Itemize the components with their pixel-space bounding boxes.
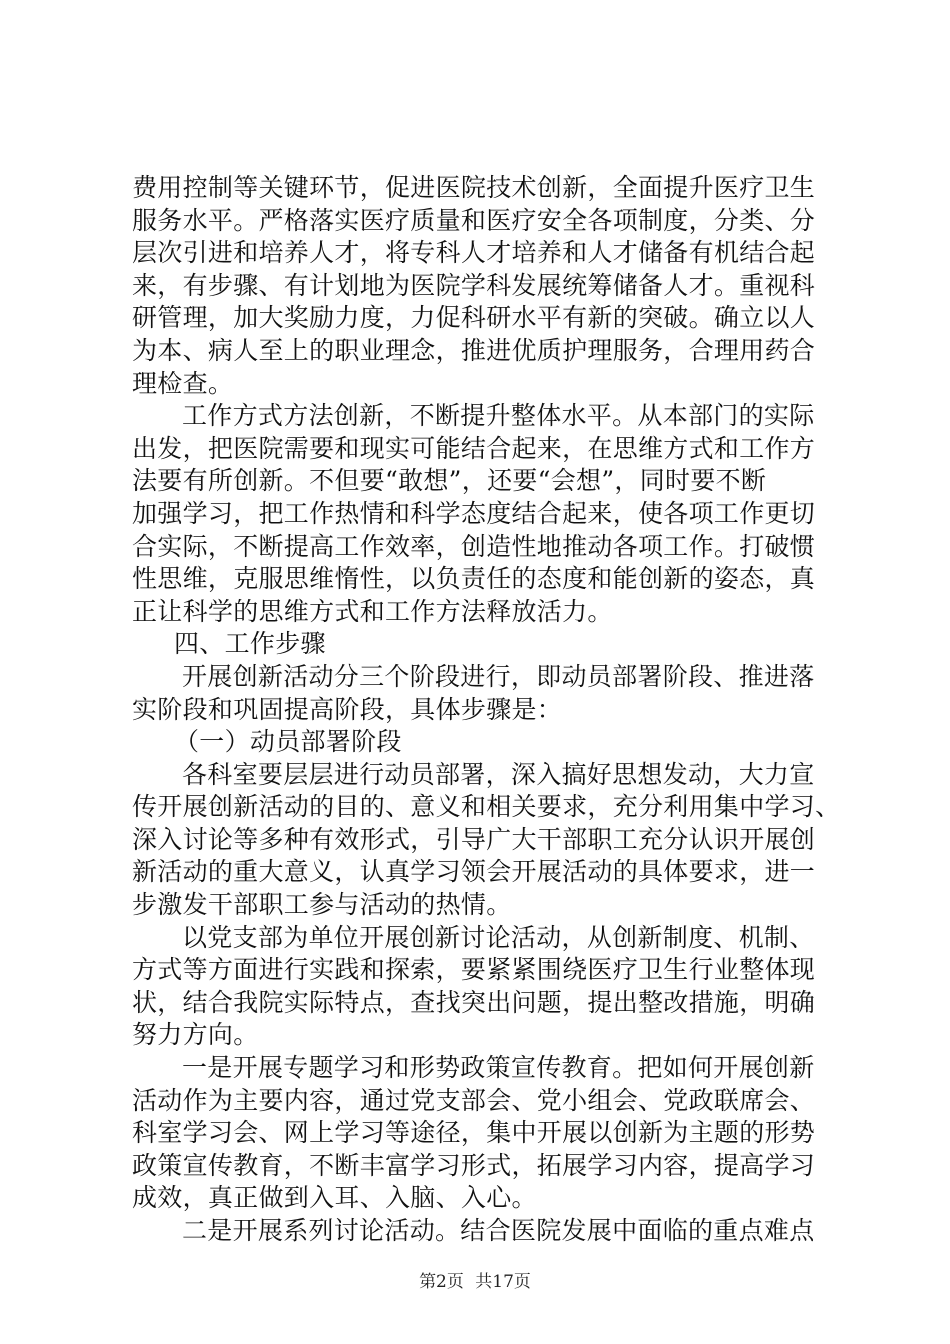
text-line: 层次引进和培养人才，将专科人才培养和人才储备有机结合起 — [132, 238, 816, 268]
text-line: 理检查。 — [132, 368, 234, 398]
text-line: 深入讨论等多种有效形式，引导广大干部职工充分认识开展创 — [132, 824, 816, 854]
subsection-heading: （一）动员部署阶段 — [174, 727, 402, 757]
paragraph-start-line: 以党支部为单位开展创新讨论活动，从创新制度、机制、 — [182, 922, 815, 952]
text-line: 费用控制等关键环节，促进医院技术创新，全面提升医疗卫生 — [132, 173, 816, 202]
page-footer — [0, 1271, 950, 1293]
paragraph-start-line: 一是开展专题学习和形势政策宣传教育。把如何开展创新 — [182, 1053, 815, 1083]
text-line: 性思维，克服思维惰性，以负责任的态度和能创新的姿态，真 — [132, 564, 816, 594]
text-line: 研管理，加大奖励力度，力促科研水平有新的突破。确立以人 — [132, 303, 816, 333]
text-line: 法要有所创新。不但要“敢想”，还要“会想”，同时要不断 — [132, 466, 767, 496]
text-line: 科室学习会、网上学习等途径，集中开展以创新为主题的形势 — [132, 1118, 816, 1148]
text-line: 传开展创新活动的目的、意义和相关要求，充分利用集中学习、 — [132, 792, 841, 822]
text-line: 实阶段和巩固提高阶段，具体步骤是： — [132, 694, 563, 724]
paragraph-start-line: 工作方式方法创新，不断提升整体水平。从本部门的实际 — [182, 401, 815, 431]
paragraph-start-line: 开展创新活动分三个阶段进行，即动员部署阶段、推进落 — [182, 661, 815, 691]
text-line: 出发，把医院需要和现实可能结合起来，在思维方式和工作方 — [132, 433, 816, 463]
text-line: 来，有步骤、有计划地为医院学科发展统筹储备人才。重视科 — [132, 270, 816, 300]
text-line: 政策宣传教育，不断丰富学习形式，拓展学习内容，提高学习 — [132, 1150, 816, 1180]
text-line: 步激发干部职工参与活动的热情。 — [132, 890, 512, 920]
page-total: 共17页 — [475, 1272, 531, 1292]
paragraph-start-line: 各科室要层层进行动员部署，深入搞好思想发动，大力宣 — [182, 759, 815, 789]
text-line: 成效，真正做到入耳、入脑、入心。 — [132, 1183, 537, 1213]
text-line: 方式等方面进行实践和探索，要紧紧围绕医疗卫生行业整体现 — [132, 955, 816, 985]
paragraph-start-line: 二是开展系列讨论活动。结合医院发展中面临的重点难点 — [182, 1216, 815, 1245]
text-line: 正让科学的思维方式和工作方法释放活力。 — [132, 596, 613, 626]
page-number: 第2页 — [419, 1272, 464, 1292]
text-line: 努力方向。 — [132, 1020, 259, 1050]
text-line: 状，结合我院实际特点，查找突出问题，提出整改措施，明确 — [132, 987, 816, 1017]
text-line: 服务水平。严格落实医疗质量和医疗安全各项制度，分类、分 — [132, 205, 816, 235]
text-line: 加强学习，把工作热情和科学态度结合起来，使各项工作更切 — [132, 498, 816, 528]
text-line: 为本、病人至上的职业理念，推进优质护理服务，合理用药合 — [132, 335, 816, 365]
text-line: 新活动的重大意义，认真学习领会开展活动的具体要求，进一 — [132, 857, 816, 887]
text-line: 合实际，不断提高工作效率，创造性地推动各项工作。打破惯 — [132, 531, 816, 561]
text-line: 活动作为主要内容，通过党支部会、党小组会、党政联席会、 — [132, 1085, 816, 1115]
section-heading: 四、工作步骤 — [174, 629, 326, 659]
document-body — [132, 172, 841, 1248]
